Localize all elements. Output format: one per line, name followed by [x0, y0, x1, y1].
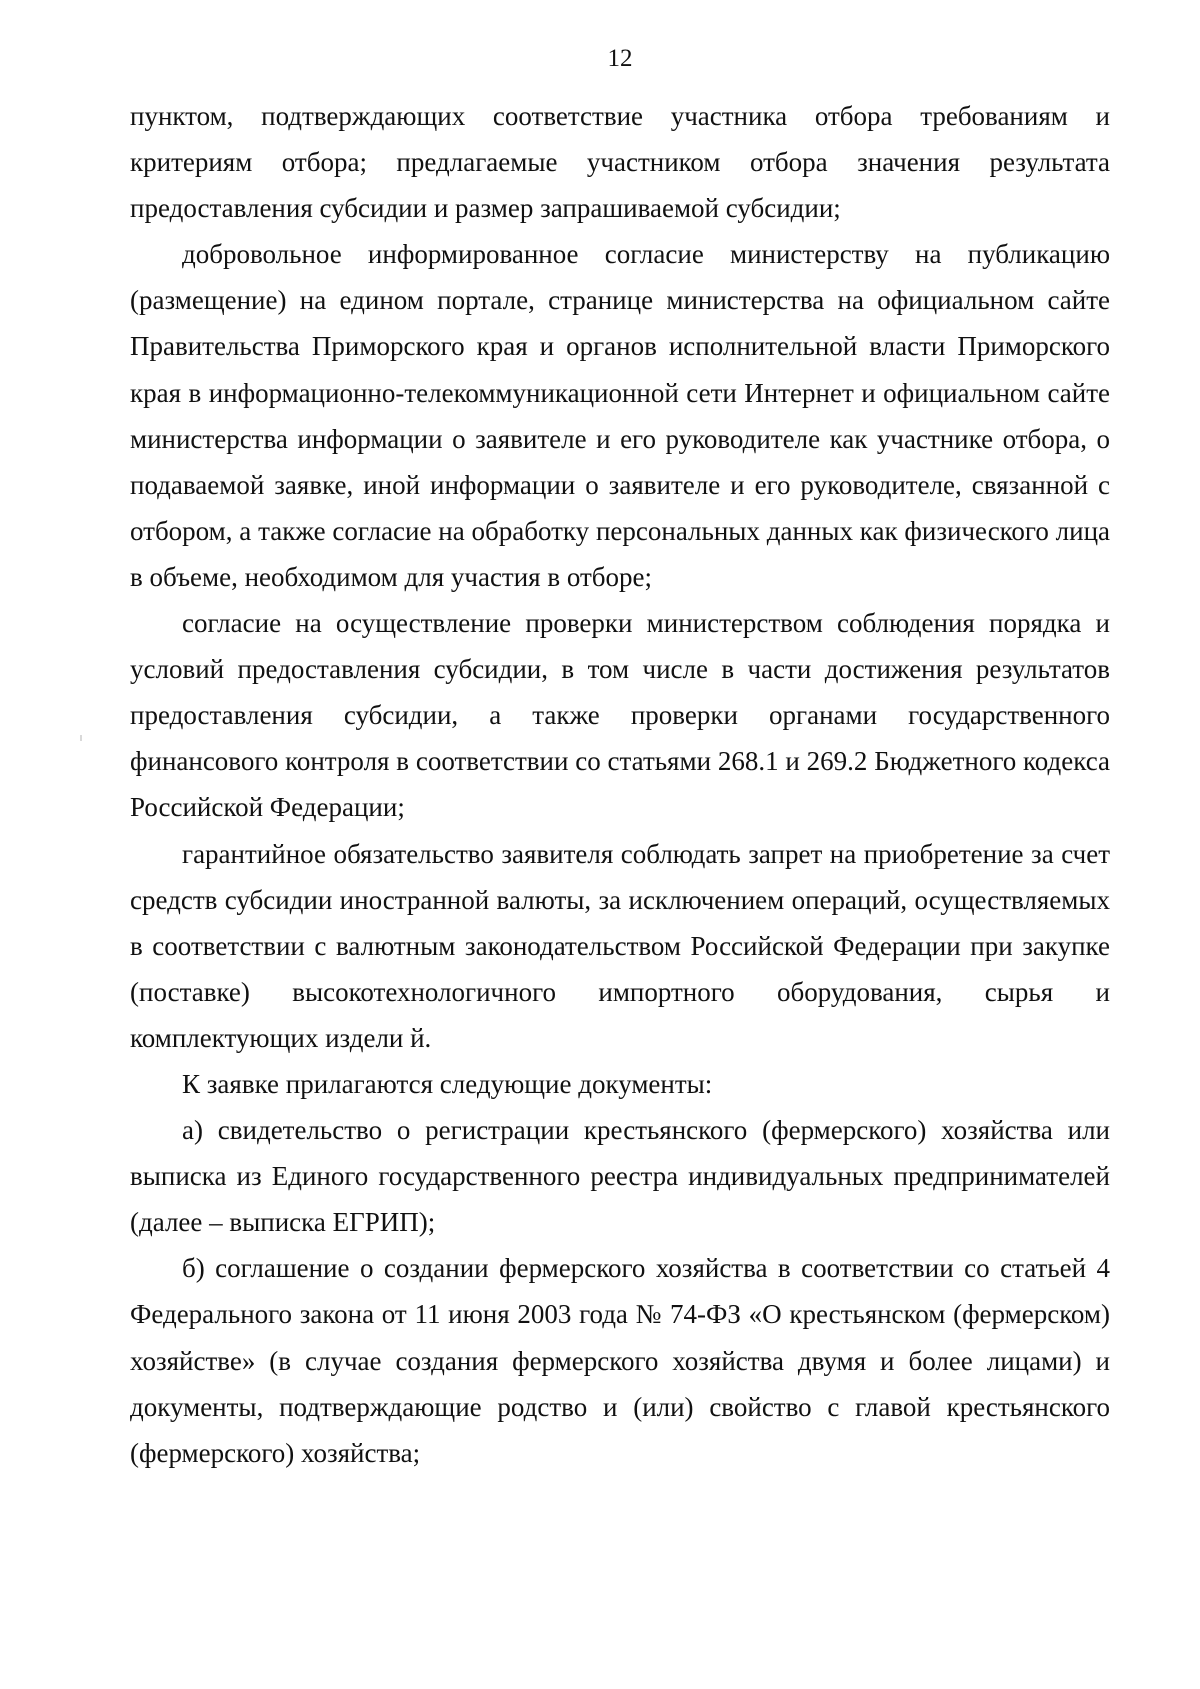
paragraph-consent-inspection: согласие на осуществление проверки министерством соблюдения порядка и условий предоставления субсидии, в том числе в части достижения результатов предоставления субсидии, а также проверки органами государственного финансового контроля в соответствии со статьями 268.1 и 269.2 Бюджетного кодекса Российской Федерации;	[130, 608, 1110, 823]
paragraph-consent-publication: добровольное информированное согласие министерству на публикацию (размещение) на едином портале, странице министерства на официальном сайте Правительства Приморского края и органов исполнительной власти Приморского края в информационно-телекоммуникационной сети Интернет и официальном сайте министерства информации о заявителе и его руководителе как участнике отбора, о подаваемой заявке, иной информации о заявителе и его руководителе, связанной с отбором, а также согласие на обработку персональных данных как физического лица в объеме, необходимом для участия в отборе;	[130, 239, 1110, 592]
paragraph-item-b: б) соглашение о создании фермерского хозяйства в соответствии со статьей 4 Федерального закона от 11 июня 2003 года № 74-ФЗ «О крестьянском (фермерском) хозяйстве» (в случае создания фермерского хозяйства двумя и более лицами) и документы, подтверждающие родство и (или) свойство с главой крестьянского (фермерского) хозяйства;	[130, 1253, 1110, 1468]
document-body	[130, 93, 1110, 1476]
paragraph-guarantee-obligation: гарантийное обязательство заявителя соблюдать запрет на приобретение за счет средств субсидии иностранной валюты, за исключением операций, осуществляемых в соответствии с валютным законодательством Российской Федерации при закупке (поставке) высокотехнологичного импортного оборудования, сырья и комплектующих издели й.	[130, 838, 1110, 1053]
scan-artifact	[80, 735, 82, 741]
paragraph-item-a: а) свидетельство о регистрации крестьянского (фермерского) хозяйства или выписка из Единого государственного реестра индивидуальных предпринимателей (далее – выписка ЕГРИП);	[130, 1115, 1110, 1238]
paragraph-attached-documents: К заявке прилагаются следующие документы:	[182, 1068, 713, 1099]
paragraph-continuation: пунктом, подтверждающих соответствие участника отбора требованиям и критериям отбора; предлагаемые участником отбора значения результата предоставления субсидии и размер запрашиваемой субсидии;	[130, 101, 1110, 224]
page-number: 12	[607, 45, 633, 72]
